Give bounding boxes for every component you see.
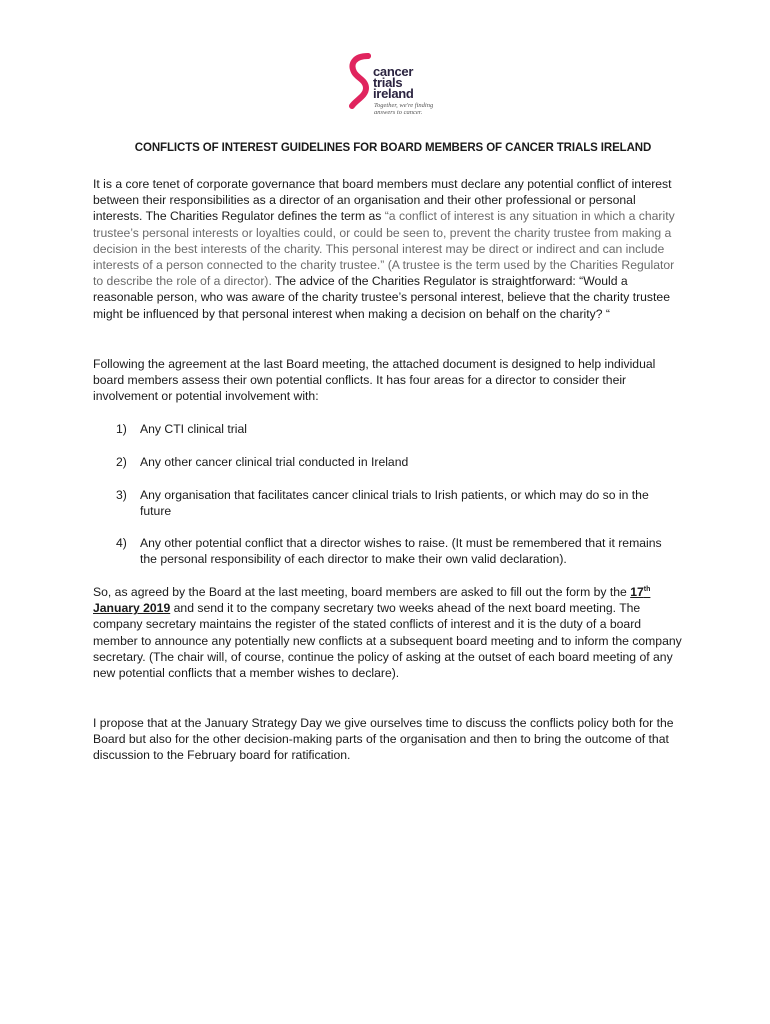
logo-tagline: Together, we're finding answers to cancer. [374, 102, 434, 116]
list-number: 2) [116, 455, 127, 469]
trustee-note: (A trustee is the term used by the Charities Regulator to describe the role of a director). [93, 258, 675, 289]
list-text: Any other potential conflict that a director wishes to raise. (It must be remembered that it remains the personal responsibility of each director to make their own valid declaration). [140, 536, 662, 567]
intro-text-1: It is a core tenet of corporate governance that board members must declare any potential conflict of interest between their responsibilities as a director of an organisation and their other professional or personal interests. The Charities Regulator defines the term as [93, 177, 672, 224]
paragraph-proposal [93, 715, 685, 764]
date-day: 17 [630, 585, 644, 599]
intro-text-2: The advice of the Charities Regulator is straightforward: “Would a reasonable person, who was aware of the charity trustee’s personal interest, believe that the charity trustee might be influenced by that personal interest when making a decision on behalf on the charity? “ [93, 274, 670, 321]
paragraph-agreement [93, 356, 685, 405]
deadline-text-1: So, as agreed by the Board at the last meeting, board members are asked to fill out the form by the [93, 585, 631, 599]
logo-line-2: trials [373, 75, 403, 90]
regulator-definition-quote: “a conflict of interest is any situation in which a charity trustee’s personal interests or loyalties could, or could be seen to, prevent the charity trustee from making a decision in the best interests of the charity. This personal interest may be direct or indirect and can include interests of a person connected to the charity trustee.” [93, 209, 675, 273]
agreement-text: Following the agreement at the last Board meeting, the attached document is designed to help individual board members assess their own potential conflicts. It has four areas for a director to consider their involvement or potential involvement with: [93, 357, 656, 404]
list-text: Any CTI clinical trial [140, 422, 248, 436]
list-number: 3) [116, 488, 127, 502]
list-text: Any other cancer clinical trial conducted in Ireland [140, 455, 409, 469]
document-title: CONFLICTS OF INTEREST GUIDELINES FOR BOARD MEMBERS OF CANCER TRIALS IRELAND [134, 142, 652, 154]
proposal-text: I propose that at the January Strategy Day we give ourselves time to discuss the conflicts policy both for the Board but also for the other decision-making parts of the organisation and then to bring the outcome of that discussion to the February board for ratification. [93, 716, 674, 763]
list-number: 1) [116, 422, 127, 436]
logo-wordmark [373, 66, 414, 99]
cancer-trials-ireland-logo [344, 50, 454, 122]
logo-line-3: ireland [373, 86, 414, 101]
list-number: 4) [116, 536, 127, 550]
logo-mark-icon [344, 50, 376, 110]
list-text: Any organisation that facilitates cancer clinical trials to Irish patients, or which may do so in the future [140, 488, 649, 519]
paragraph-intro [93, 176, 685, 322]
logo-line-1: cancer [373, 64, 414, 79]
date-suffix: th [643, 585, 651, 593]
areas-list [116, 421, 676, 571]
paragraph-deadline [93, 584, 685, 681]
date-month-year: January 2019 [93, 601, 171, 616]
deadline-text-2: and send it to the company secretary two weeks ahead of the next board meeting. The company secretary maintains the register of the stated conflicts of interest and it is the duty of a board member to announce any potentially new conflicts at a subsequent board meeting and to inform the company secretary. (The chair will, of course, continue the policy of asking at the outset of each board meeting of any new potential conflicts that a member wishes to declare). [93, 601, 682, 681]
